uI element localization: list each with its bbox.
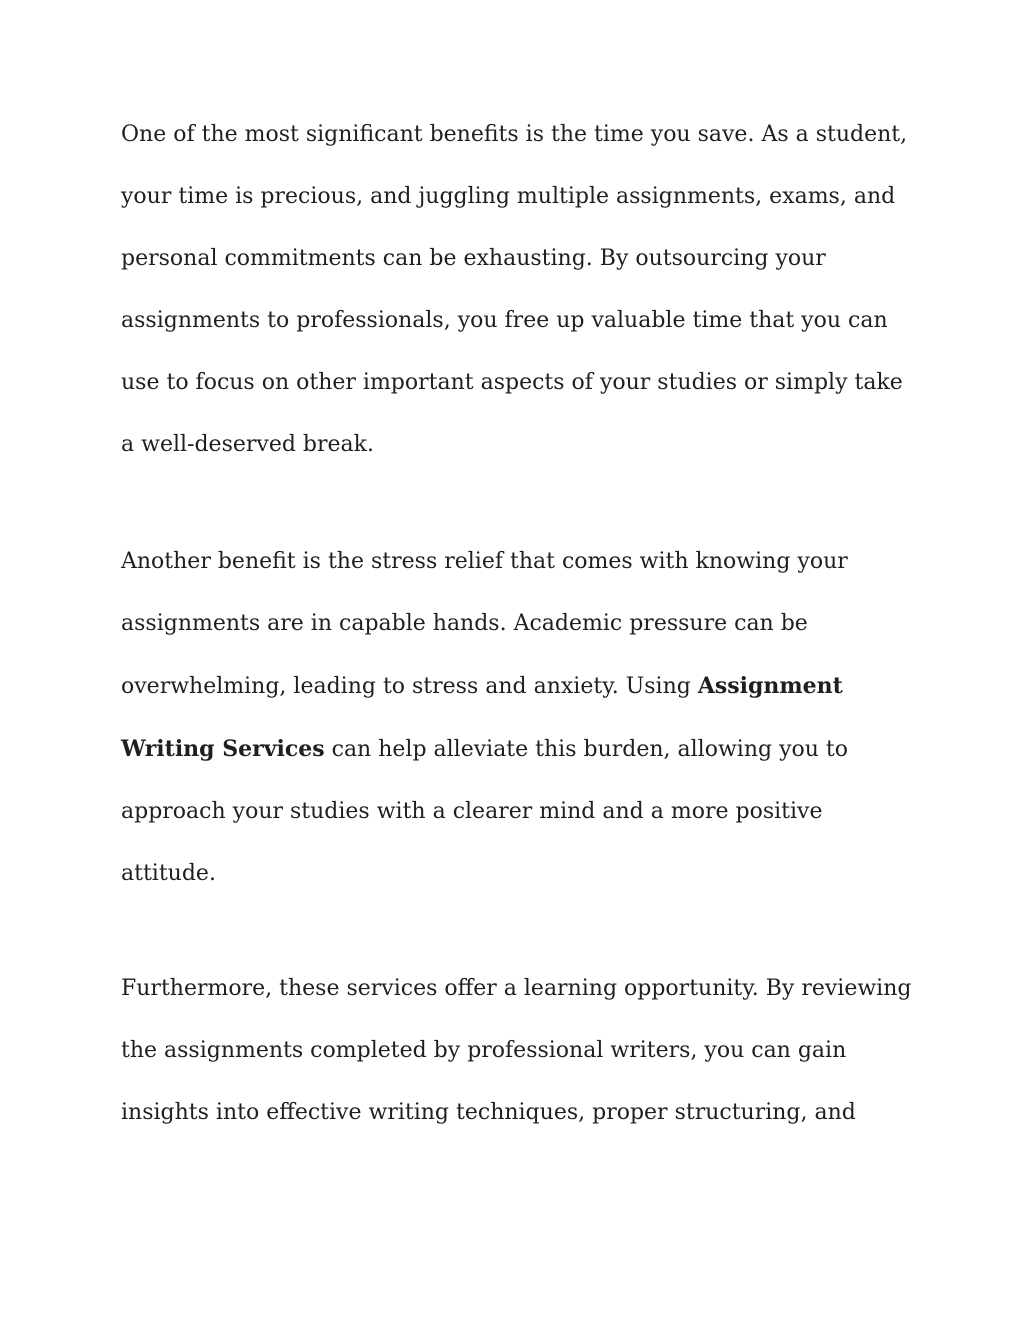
bold-keyword: Assignment (697, 673, 843, 699)
paragraph-line: assignments are in capable hands. Academic pressure can be (121, 611, 808, 636)
line-text: overwhelming, leading to stress and anxiety. Using (121, 674, 698, 699)
paragraph-time-savings (121, 104, 921, 476)
paragraph-line (121, 655, 921, 718)
paragraph-line: Another benefit is the stress relief that comes with knowing your (121, 549, 848, 574)
line-text: can help alleviate this burden, allowing you to (324, 737, 848, 762)
paragraph-line: a well-deserved break. (121, 432, 374, 457)
paragraph-learning-opportunity (121, 958, 921, 1144)
paragraph-line: Furthermore, these services offer a learning opportunity. By reviewing (121, 976, 912, 1001)
paragraph-line: the assignments completed by professional writers, you can gain (121, 1038, 847, 1063)
bold-keyword: Writing Services (121, 736, 325, 762)
paragraph-line: approach your studies with a clearer mind and a more positive (121, 799, 823, 824)
paragraph-line: assignments to professionals, you free up valuable time that you can (121, 308, 888, 333)
paragraph-line (121, 718, 921, 781)
paragraph-line: your time is precious, and juggling multiple assignments, exams, and (121, 184, 896, 209)
paragraph-stress-relief (121, 531, 921, 905)
paragraph-line: insights into effective writing techniques, proper structuring, and (121, 1100, 856, 1125)
paragraph-line: One of the most significant benefits is the time you save. As a student, (121, 122, 908, 147)
paragraph-line: personal commitments can be exhausting. By outsourcing your (121, 246, 826, 271)
paragraph-line: attitude. (121, 861, 216, 886)
paragraph-line: use to focus on other important aspects of your studies or simply take (121, 370, 903, 395)
